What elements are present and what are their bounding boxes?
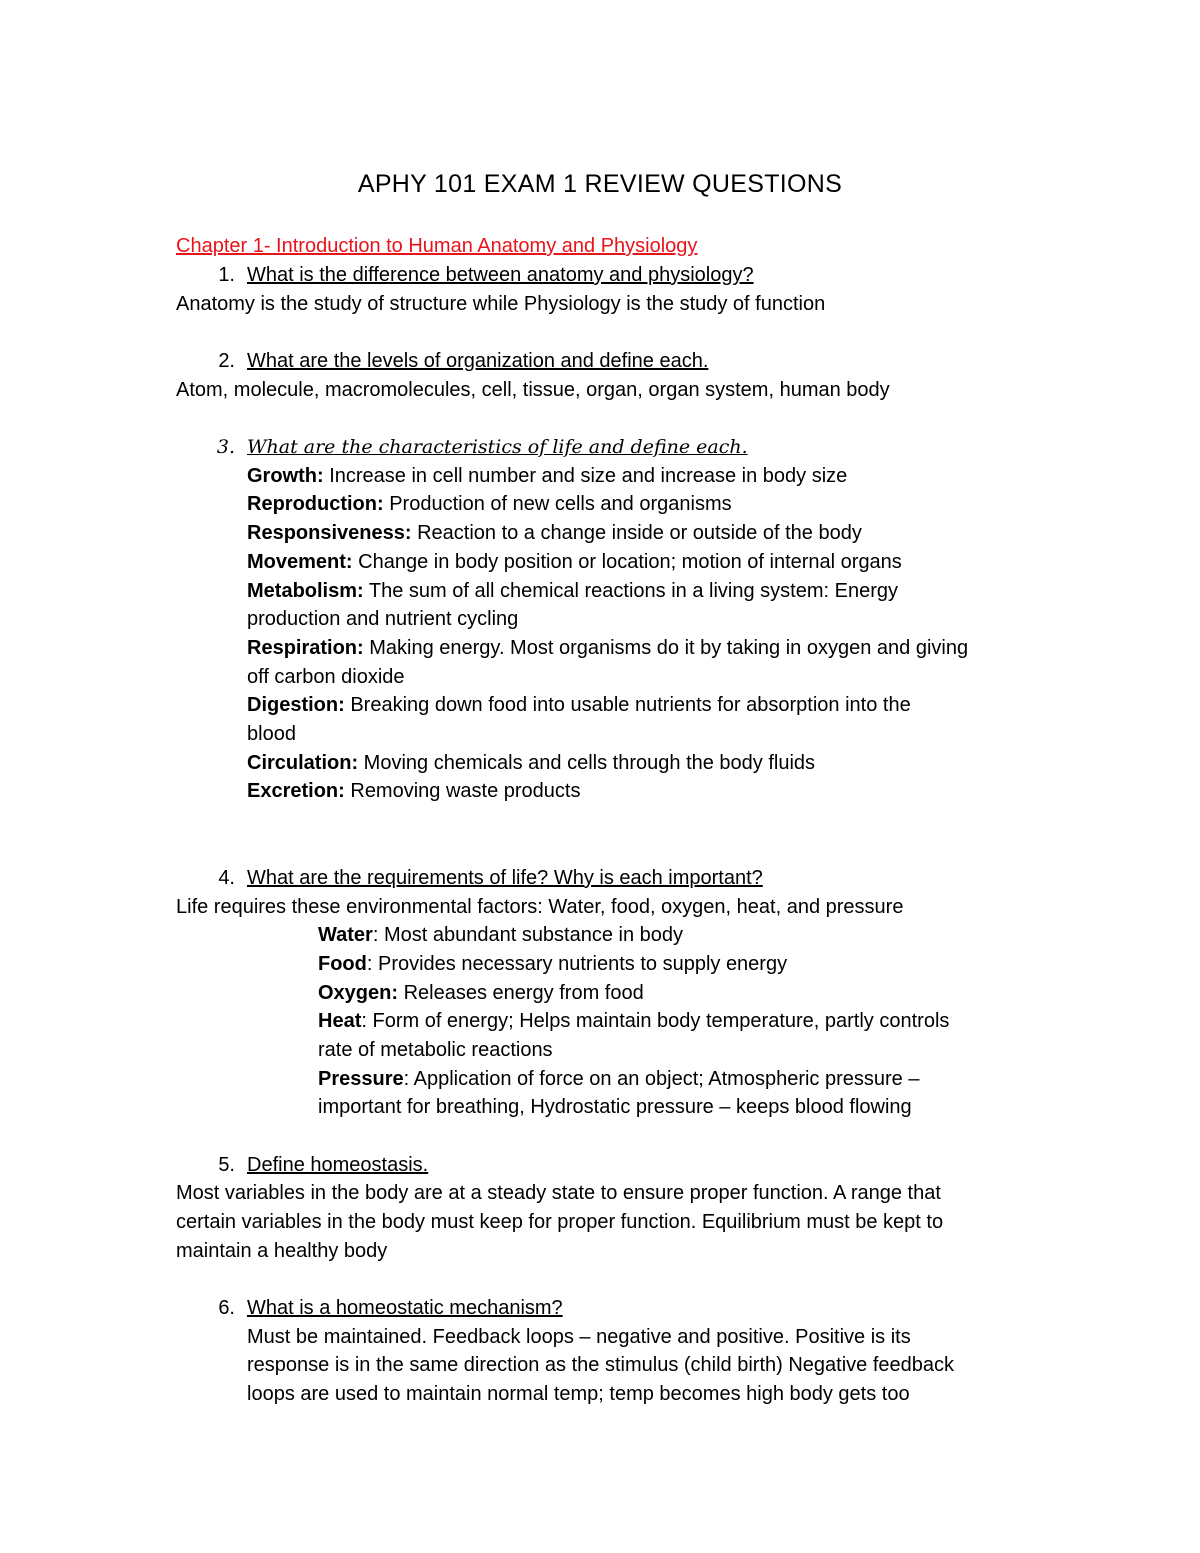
answer-6-line: Must be maintained. Feedback loops – negative and positive. Positive is its — [247, 1326, 911, 1348]
question-1: What is the difference between anatomy and physiology? — [247, 264, 754, 286]
question-2: What are the levels of organization and define each. — [247, 350, 709, 372]
definition-text: production and nutrient cycling — [247, 608, 519, 630]
requirement-text: important for breathing, Hydrostatic pressure – keeps blood flowing — [318, 1096, 912, 1118]
question-3: What are the characteristics of life and define each. — [247, 436, 748, 458]
definition-line — [247, 749, 815, 777]
definition-term: Responsiveness: — [247, 522, 412, 544]
definition-line — [247, 548, 902, 576]
answer-5-line: certain variables in the body must keep for proper function. Equilibrium must be kept to — [176, 1211, 944, 1233]
definition-text: Increase in cell number and size and increase in body size — [323, 465, 848, 487]
definition-text: Production of new cells and organisms — [383, 493, 732, 515]
requirement-text: Releases energy from food — [398, 982, 644, 1004]
definition-line — [247, 490, 732, 518]
answer-4-intro: Life requires these environmental factors: Water, food, oxygen, heat, and pressure — [176, 896, 904, 918]
definition-term: Growth: — [247, 465, 324, 487]
definition-term: Respiration: — [247, 637, 364, 659]
requirement-line — [318, 1036, 553, 1064]
requirement-term: Pressure — [318, 1068, 404, 1090]
definition-text: Reaction to a change inside or outside of the body — [411, 522, 862, 544]
definition-line — [247, 720, 296, 748]
requirement-line — [318, 1007, 949, 1035]
definition-line — [247, 605, 518, 633]
definition-term: Circulation: — [247, 752, 359, 774]
definition-line — [247, 663, 405, 691]
definition-text: off carbon dioxide — [247, 666, 405, 688]
requirement-text: : Most abundant substance in body — [372, 924, 684, 946]
answer-5-line: Most variables in the body are at a steady state to ensure proper function. A range that — [176, 1182, 941, 1204]
question-4: What are the requirements of life? Why is each important? — [247, 867, 763, 889]
question-number: 1. — [218, 264, 235, 286]
answer-2: Atom, molecule, macromolecules, cell, tissue, organ, organ system, human body — [176, 379, 890, 401]
definition-text: blood — [247, 723, 296, 745]
question-6: What is a homeostatic mechanism? — [247, 1297, 563, 1319]
answer-6-line: response is in the same direction as the stimulus (child birth) Negative feedback — [247, 1354, 955, 1376]
chapter-heading: Chapter 1- Introduction to Human Anatomy and Physiology — [176, 235, 698, 257]
requirement-text: : Provides necessary nutrients to supply energy — [366, 953, 788, 975]
definition-line — [247, 777, 580, 805]
requirement-line — [318, 1093, 912, 1121]
definition-text: Making energy. Most organisms do it by taking in oxygen and giving — [363, 637, 969, 659]
answer-6-line: loops are used to maintain normal temp; temp becomes high body gets too — [247, 1383, 910, 1405]
definition-text: Change in body position or location; motion of internal organs — [352, 551, 902, 573]
definition-term: Metabolism: — [247, 580, 364, 602]
definition-text: Removing waste products — [344, 780, 581, 802]
requirement-term: Oxygen: — [318, 982, 399, 1004]
requirement-term: Water — [318, 924, 373, 946]
question-5: Define homeostasis. — [247, 1154, 429, 1176]
requirement-line — [318, 1065, 919, 1093]
definition-text: The sum of all chemical reactions in a living system: Energy — [363, 580, 898, 602]
definition-line — [247, 691, 911, 719]
definition-term: Reproduction: — [247, 493, 384, 515]
answer-1: Anatomy is the study of structure while Physiology is the study of function — [176, 293, 826, 315]
definition-line — [247, 462, 847, 490]
requirement-text: rate of metabolic reactions — [318, 1039, 553, 1061]
question-number: 3. — [216, 436, 235, 458]
question-number: 6. — [218, 1297, 235, 1319]
definition-term: Movement: — [247, 551, 353, 573]
page-title: APHY 101 EXAM 1 REVIEW QUESTIONS — [357, 170, 843, 198]
definition-line — [247, 519, 862, 547]
requirement-line — [318, 979, 644, 1007]
definition-line — [247, 577, 898, 605]
question-number: 2. — [218, 350, 235, 372]
definition-text: Moving chemicals and cells through the body fluids — [358, 752, 816, 774]
question-number: 4. — [218, 867, 235, 889]
definition-line — [247, 634, 968, 662]
requirement-text: : Application of force on an object; Atmospheric pressure – — [403, 1068, 920, 1090]
requirement-text: : Form of energy; Helps maintain body temperature, partly controls — [361, 1010, 950, 1032]
requirement-line — [318, 950, 787, 978]
requirement-term: Food — [318, 953, 367, 975]
definition-term: Excretion: — [247, 780, 345, 802]
definition-text: Breaking down food into usable nutrients for absorption into the — [344, 694, 911, 716]
requirement-term: Heat — [318, 1010, 362, 1032]
question-number: 5. — [218, 1154, 235, 1176]
definition-term: Digestion: — [247, 694, 345, 716]
answer-5-line: maintain a healthy body — [176, 1240, 388, 1262]
requirement-line — [318, 921, 683, 949]
